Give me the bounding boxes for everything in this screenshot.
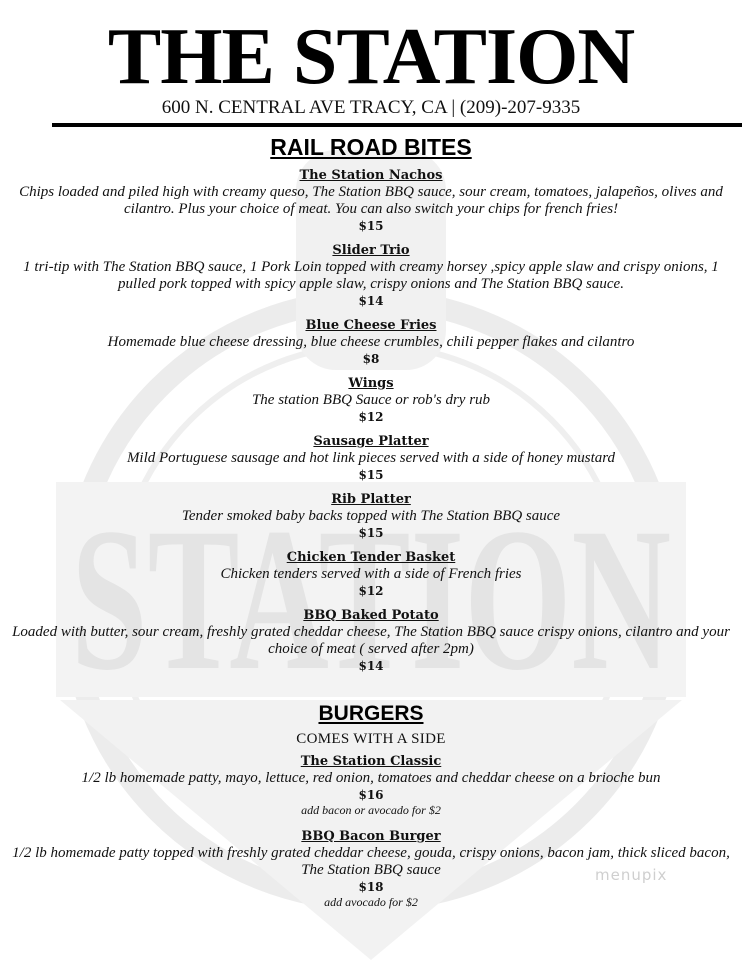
section-title-burgers: BURGERS	[318, 702, 424, 725]
menu-item	[0, 167, 742, 234]
item-description: Loaded with butter, sour cream, freshly grated cheddar cheese, The Station BBQ sauce crispy onions, cilantro and your choice of meat ( served after 2pm)	[12, 624, 730, 657]
menu-item	[0, 433, 742, 483]
item-description: Chips loaded and piled high with creamy queso, The Station BBQ sauce, sour cream, tomatoes, jalapeños, olives and cilantro. Plus your choice of meat. You can also switch your chips for french fries!	[19, 184, 723, 217]
menu-item	[0, 753, 742, 818]
item-description: Mild Portuguese sausage and hot link pieces served with a side of honey mustard	[126, 450, 616, 466]
menupix-watermark: menupix	[595, 866, 668, 884]
item-description: 1/2 lb homemade patty topped with freshly grated cheddar cheese, gouda, crispy onions, bacon jam, thick sliced bacon, The Station BBQ sauce	[12, 845, 730, 878]
item-name: Slider Trio	[332, 243, 410, 258]
item-addon-note: add avocado for $2	[324, 895, 418, 909]
item-description: 1 tri-tip with The Station BBQ sauce, 1 Pork Loin topped with creamy horsey ,spicy apple slaw and crispy onions, 1 pulled pork topped with spicy apple slaw, crispy onions and The Station BBQ sauce.	[23, 259, 719, 292]
item-price: $18	[358, 880, 384, 894]
station-logo-text: STATION	[71, 486, 671, 713]
item-price: $14	[358, 294, 384, 308]
burgers-list	[0, 753, 742, 910]
restaurant-address: 600 N. CENTRAL AVE TRACY, CA | (209)-207-9335	[161, 97, 581, 118]
header-divider	[52, 123, 742, 127]
item-name: BBQ Baked Potato	[303, 608, 439, 623]
item-price: $15	[358, 526, 384, 540]
item-price: $16	[358, 788, 384, 802]
item-name: Rib Platter	[331, 492, 411, 507]
menu-item	[0, 375, 742, 425]
item-price: $14	[358, 659, 384, 673]
item-name: BBQ Bacon Burger	[301, 829, 441, 844]
section-subtitle: COMES WITH A SIDE	[296, 731, 446, 747]
item-addon-note: add bacon or avocado for $2	[301, 803, 441, 817]
restaurant-title: THE STATION	[107, 13, 635, 101]
menu-item	[0, 242, 742, 309]
menu-item	[0, 491, 742, 541]
item-name: The Station Nachos	[299, 168, 443, 183]
menu-item	[0, 317, 742, 367]
item-price: $8	[362, 352, 380, 366]
item-description: Tender smoked baby backs topped with The Station BBQ sauce	[181, 508, 561, 524]
item-name: Chicken Tender Basket	[286, 550, 456, 565]
item-name: Wings	[348, 376, 394, 391]
item-name: Sausage Platter	[313, 434, 429, 449]
item-description: The station BBQ Sauce or rob's dry rub	[251, 392, 491, 408]
item-description: Homemade blue cheese dressing, blue cheese crumbles, chili pepper flakes and cilantro	[107, 334, 635, 350]
item-description: Chicken tenders served with a side of French fries	[220, 566, 522, 582]
item-name: Blue Cheese Fries	[305, 318, 437, 333]
menu-item	[0, 607, 742, 674]
item-description: 1/2 lb homemade patty, mayo, lettuce, red onion, tomatoes and cheddar cheese on a brioche bun	[81, 770, 661, 786]
item-price: $12	[358, 584, 384, 598]
menu-item	[0, 549, 742, 599]
item-price: $15	[358, 468, 384, 482]
rail-road-bites-list	[0, 167, 742, 674]
item-name: The Station Classic	[300, 754, 442, 769]
item-price: $12	[358, 410, 384, 424]
item-price: $15	[358, 219, 384, 233]
section-title-rail-road-bites: RAIL ROAD BITES	[270, 134, 472, 160]
